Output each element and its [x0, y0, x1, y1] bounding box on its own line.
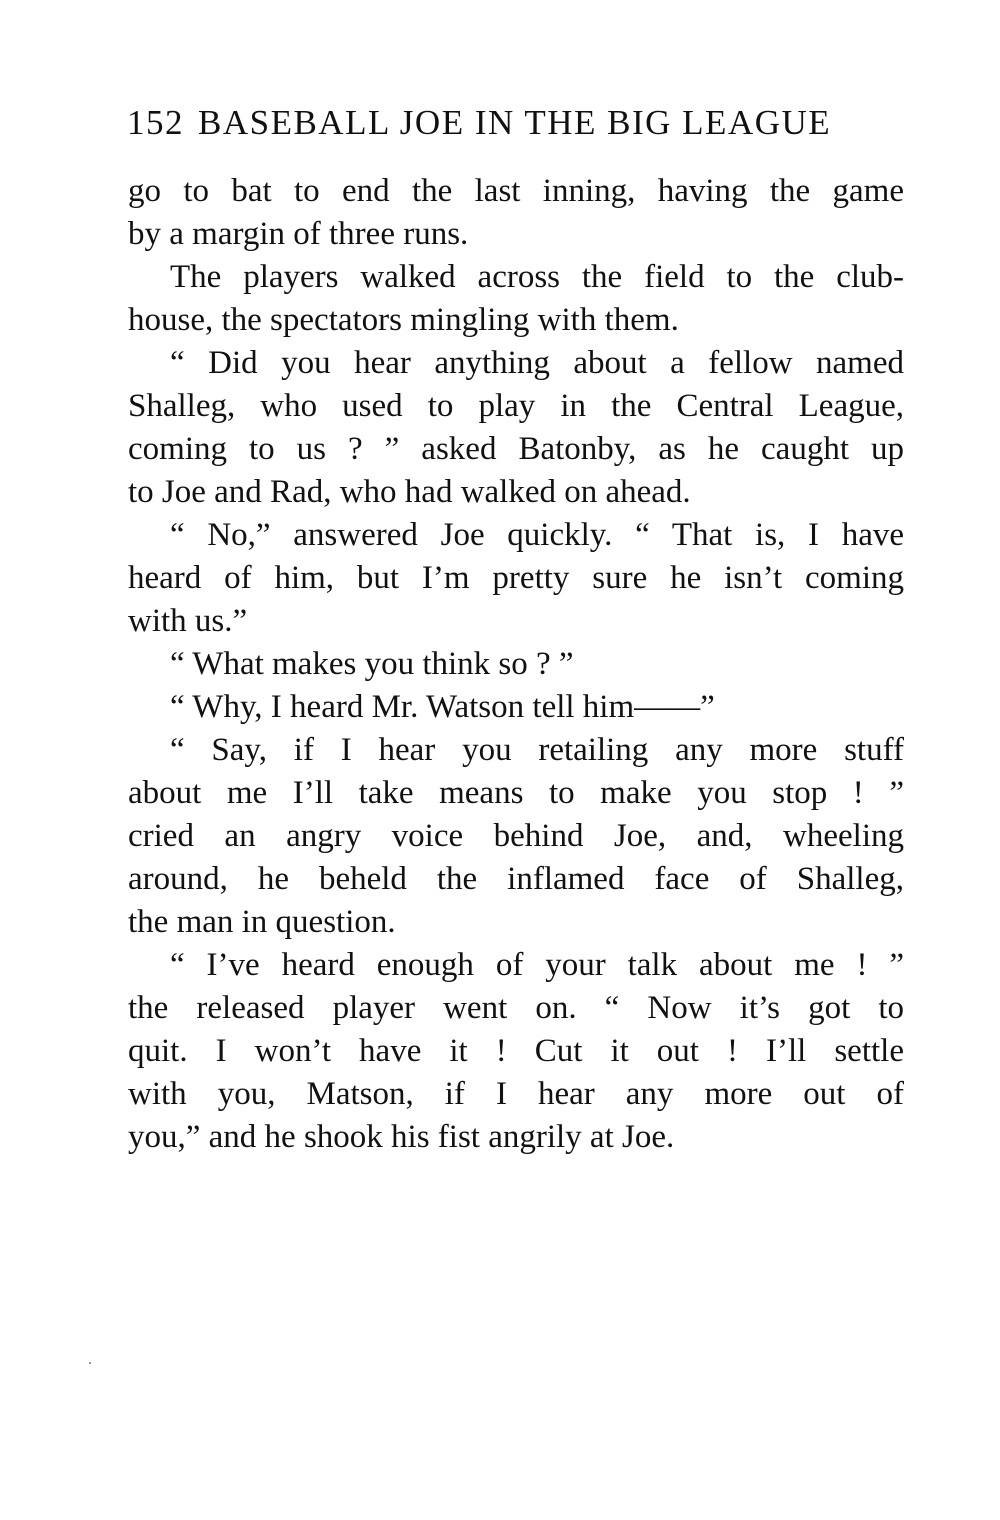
text-line: house, the spectators mingling with them.: [128, 302, 679, 338]
text-line: “ Say, if I hear you retailing any more stuff: [170, 732, 904, 768]
text-line: “ Did you hear anything about a fellow named: [170, 345, 904, 381]
text-line: “ What makes you think so ? ”: [170, 646, 574, 682]
text-line: cried an angry voice behind Joe, and, wheeling: [128, 818, 904, 854]
text-line: the man in question.: [128, 904, 396, 940]
text-line: go to bat to end the last inning, having the game: [128, 173, 904, 209]
text-line: coming to us ? ” asked Batonby, as he caught up: [128, 431, 904, 467]
text-line: Shalleg, who used to play in the Central League,: [128, 388, 904, 424]
body-text: [128, 170, 904, 1159]
text-line: by a margin of three runs.: [128, 216, 469, 252]
text-line: about me I’ll take means to make you stop ! ”: [128, 775, 904, 811]
text-line: with us.”: [128, 603, 248, 639]
text-line: quit. I won’t have it ! Cut it out ! I’ll settle: [128, 1033, 904, 1069]
text-line: you,” and he shook his fist angrily at Joe.: [128, 1119, 675, 1155]
text-line: the released player went on. “ Now it’s got to: [128, 990, 904, 1026]
text-line: around, he beheld the inflamed face of Shalleg,: [128, 861, 904, 897]
text-line: “ No,” answered Joe quickly. “ That is, I have: [170, 517, 904, 553]
text-line: with you, Matson, if I hear any more out of: [128, 1076, 904, 1112]
text-line: to Joe and Rad, who had walked on ahead.: [128, 474, 691, 510]
text-line: The players walked across the field to the club-: [170, 259, 904, 295]
running-title: BASEBALL JOE IN THE BIG LEAGUE: [198, 103, 832, 142]
text-line: “ I’ve heard enough of your talk about me ! ”: [170, 947, 904, 983]
text-line: “ Why, I heard Mr. Watson tell him——”: [170, 689, 715, 725]
paper-speck: [89, 1362, 91, 1364]
running-head: [127, 98, 907, 148]
text-line: heard of him, but I’m pretty sure he isn’t coming: [128, 560, 904, 596]
page-number: 152: [127, 103, 184, 142]
